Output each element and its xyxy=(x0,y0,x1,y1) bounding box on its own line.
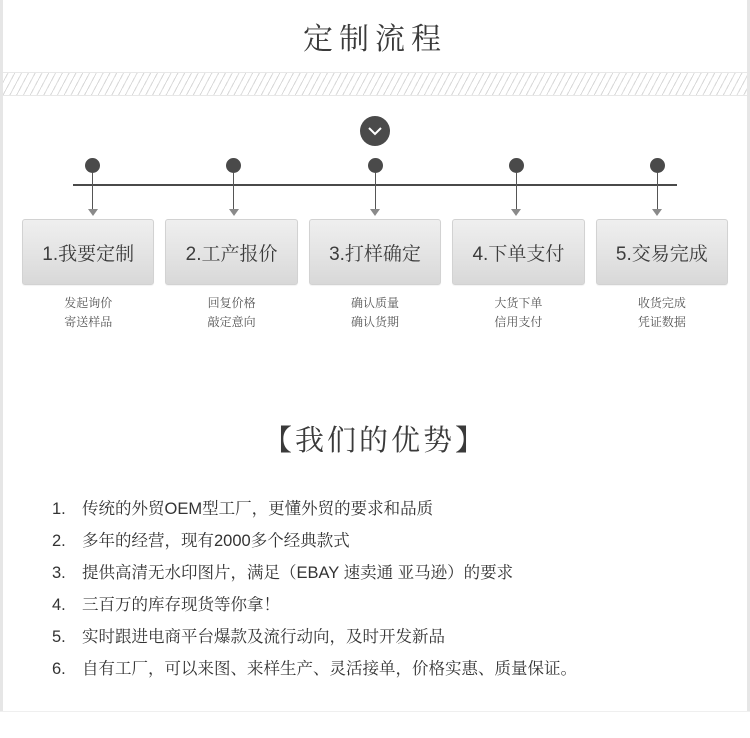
list-item-text: 实时跟进电商平台爆款及流行动向，及时开发新品 xyxy=(82,628,445,646)
flow-step-caption-1 xyxy=(22,294,154,332)
custom-flow-diagram xyxy=(0,96,750,396)
flow-step-boxes xyxy=(0,219,750,285)
flow-step-box-2: 2.工产报价 xyxy=(165,219,297,285)
advantages-list xyxy=(0,493,750,685)
caption-line: 凭证数据 xyxy=(637,315,686,329)
list-item xyxy=(52,493,750,525)
flow-node-4 xyxy=(446,158,587,216)
caption-line: 大货下单 xyxy=(494,296,543,310)
flow-step-box-5: 5.交易完成 xyxy=(596,219,728,285)
flow-node-3 xyxy=(304,158,445,216)
flow-step-caption-4 xyxy=(452,294,584,332)
caption-line: 回复价格 xyxy=(207,296,256,310)
flow-step-captions xyxy=(0,294,750,332)
connector-line xyxy=(92,173,93,210)
flow-node-1 xyxy=(22,158,163,216)
flow-node-2 xyxy=(163,158,304,216)
caption-line: 寄送样品 xyxy=(64,315,113,329)
flow-node-5 xyxy=(587,158,728,216)
node-dot-icon xyxy=(368,158,383,173)
connector-line xyxy=(516,173,517,210)
list-item-text: 三百万的库存现货等你拿！ xyxy=(82,596,280,614)
list-item-text: 多年的经营，现有2000多个经典款式 xyxy=(82,532,350,550)
node-dot-icon xyxy=(509,158,524,173)
node-dot-icon xyxy=(650,158,665,173)
flow-step-box-3: 3.打样确定 xyxy=(309,219,441,285)
list-item xyxy=(52,589,750,621)
list-item-number: 4. xyxy=(52,596,66,614)
flow-step-box-4: 4.下单支付 xyxy=(452,219,584,285)
list-item-number: 1. xyxy=(52,500,66,518)
connector-line xyxy=(375,173,376,210)
arrow-down-icon xyxy=(652,209,662,216)
caption-line: 信用支付 xyxy=(494,315,543,329)
flow-nodes xyxy=(0,158,750,216)
list-item xyxy=(52,621,750,653)
list-item xyxy=(52,525,750,557)
advantages-title: 【我们的优势】 xyxy=(262,425,487,457)
caption-line: 确认货期 xyxy=(351,315,400,329)
arrow-down-icon xyxy=(511,209,521,216)
hatched-divider xyxy=(0,72,750,96)
flow-step-caption-3 xyxy=(309,294,441,332)
node-dot-icon xyxy=(226,158,241,173)
list-item-number: 6. xyxy=(52,660,66,678)
caption-line: 收货完成 xyxy=(637,296,686,310)
connector-line xyxy=(233,173,234,210)
flow-step-caption-5 xyxy=(596,294,728,332)
caption-line: 敲定意向 xyxy=(207,315,256,329)
caption-line: 确认质量 xyxy=(351,296,400,310)
arrow-down-icon xyxy=(370,209,380,216)
arrow-down-icon xyxy=(88,209,98,216)
flow-step-caption-2 xyxy=(165,294,297,332)
list-item xyxy=(52,557,750,589)
chevron-down-badge xyxy=(0,116,750,146)
bottom-divider xyxy=(0,711,750,738)
list-item-text: 提供高清无水印图片，满足（EBAY 速卖通 亚马逊）的要求 xyxy=(82,564,514,582)
list-item xyxy=(52,653,750,685)
arrow-down-icon xyxy=(229,209,239,216)
page-title: 定制流程 xyxy=(303,23,447,56)
flow-step-box-1: 1.我要定制 xyxy=(22,219,154,285)
list-item-text: 自有工厂，可以来图、来样生产、灵活接单，价格实惠、质量保证。 xyxy=(82,660,577,678)
list-item-number: 3. xyxy=(52,564,66,582)
page-header xyxy=(0,0,750,72)
list-item-text: 传统的外贸OEM型工厂，更懂外贸的要求和品质 xyxy=(82,500,434,518)
caption-line: 发起询价 xyxy=(64,296,113,310)
node-dot-icon xyxy=(85,158,100,173)
list-item-number: 5. xyxy=(52,628,66,646)
connector-line xyxy=(657,173,658,210)
chevron-down-icon xyxy=(360,116,390,146)
list-item-number: 2. xyxy=(52,532,66,550)
